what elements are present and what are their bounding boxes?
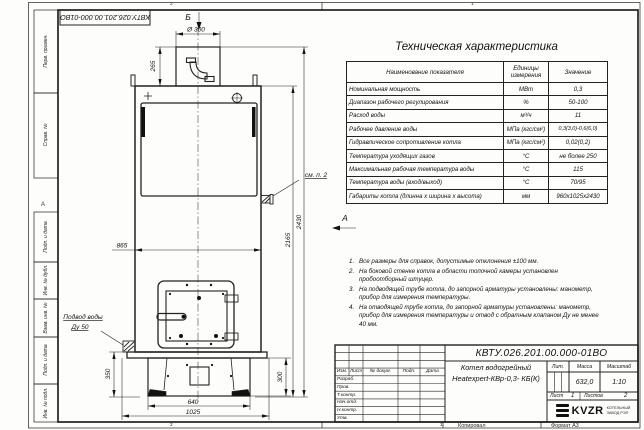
field-podp-data-1: Подп. и дата	[43, 221, 49, 253]
sheets-label: Листов	[584, 393, 603, 399]
dim-265: 265	[150, 60, 157, 72]
sheet-label: Лист	[550, 393, 564, 399]
spec-row: Расход воды м³/ч 11	[347, 109, 608, 122]
col-list: Лист	[349, 369, 363, 375]
scale-label: Масштаб	[606, 363, 632, 370]
row-prov: Пров.	[337, 384, 350, 390]
sheet-value: 1	[571, 392, 575, 399]
doc-number-flipped: КВТУ.026.201.00.000-01ВО	[60, 13, 150, 22]
dim-865: 865	[116, 242, 128, 250]
see-note-2-label: см. п. 2	[304, 172, 328, 179]
lit-label: Лит.	[551, 363, 565, 370]
notes-list	[349, 258, 603, 330]
water-supply-label-1: Подвод воды	[63, 314, 103, 321]
kvzr-logo-icon	[556, 404, 569, 417]
dim-2430: 2430	[296, 214, 303, 230]
view-b-label: Б	[185, 12, 191, 22]
field-podp-data-2: Подп. и дата	[43, 344, 49, 376]
spec-col-value: Значение	[549, 62, 608, 83]
field-vzam-inv: Взам. инв. №	[43, 302, 49, 334]
dim-2165: 2165	[285, 232, 292, 248]
field-inv-dubl: Инв. № дубл.	[43, 264, 49, 296]
mass-label: Масса	[576, 363, 593, 370]
zone-number-top-1: 1	[471, 2, 474, 7]
scale-value: 1:10	[612, 378, 626, 386]
col-izm: Изм.	[336, 369, 348, 375]
col-podp: Подп.	[402, 369, 416, 375]
mass-value: 632,0	[575, 378, 594, 386]
company-name: КОТЕЛЬНЫЙ ЗАВОД РЭП	[606, 405, 631, 415]
field-perv-primen: Перв. примен.	[43, 34, 49, 68]
zone-number-top-2: 2	[170, 2, 173, 7]
spec-row: Максимальная рабочая температура воды °С 115	[347, 163, 608, 176]
spec-header-row	[347, 62, 608, 83]
row-nkontr: Н.контр.	[337, 408, 358, 413]
title-block-doc-number: КВТУ.026.201.00.000-01ВО	[475, 347, 608, 359]
view-a-label: А	[342, 213, 348, 223]
row-razrab: Разраб.	[337, 377, 355, 383]
row-utv: Утв.	[337, 415, 348, 421]
format-label: Формат А3	[551, 422, 579, 429]
spec-row: Диапазон рабочего регулирования % 50-100	[347, 96, 608, 109]
spec-col-unit: Единицы измерения	[504, 62, 549, 83]
spec-row: Гидравлическое сопротивление котла МПа (кгс/см²) 0,02(0,2)	[347, 136, 608, 149]
note-item: 4. На отводящей трубе котла, до запорной арматуры установлены: манометр, прибор для измерения температуры и отвод с обратным клапаном Ду не менее 40 мм.	[349, 303, 599, 328]
note-item: 1. Все размеры для справок, допустимые отклонения ±100 мм.	[349, 258, 539, 265]
field-sprav-no: Справ. №	[43, 123, 49, 147]
zone-number-bottom-2: 2	[170, 423, 173, 428]
dim-dia300: Ø 300	[187, 26, 205, 34]
spec-table	[346, 61, 608, 204]
dim-1025: 1025	[185, 409, 201, 416]
kvzr-logo-text: KVZR	[571, 404, 604, 417]
water-supply-label-2: Ду 50	[71, 324, 89, 331]
dim-350: 350	[105, 368, 112, 380]
product-name	[445, 363, 547, 393]
dim-640: 640	[187, 399, 199, 406]
row-tkontr: Т.контр.	[337, 392, 357, 398]
sheets-value: 2	[624, 392, 628, 399]
chimney-elbow	[187, 58, 215, 82]
note-item: 2. На боковой стенке котла в области топочной камеры установлен пробоотборный штуцер.	[349, 267, 558, 284]
product-name-line1: Котел водогрейный	[460, 363, 532, 372]
col-dokum: № докум.	[369, 369, 392, 375]
row-nachotd: Нач.отд.	[337, 400, 358, 406]
spec-table-title: Техническая характеристика	[395, 41, 558, 53]
copied-label: Копировал	[458, 422, 486, 429]
zone-number-bottom-1: 1	[440, 423, 443, 428]
product-name-line2: Heatexpert-КВр-0,3- КБ(К)	[452, 373, 540, 383]
boiler-door	[157, 281, 238, 348]
spec-row: Температура воды (вход/выход) °С 70/95	[347, 176, 608, 189]
field-inv-podl: Инв. № подл.	[43, 387, 49, 419]
col-data: Дата	[426, 369, 439, 375]
spec-row: Температура уходящих газов °С не более 250	[347, 149, 608, 162]
zone-letter-a: А	[41, 202, 46, 208]
spec-row: Номинальная мощность МВт 0,3	[347, 83, 608, 96]
spec-row: Рабочее давление воды МПа (кгс/см²) 0,3(3,0)-0,6(6,0)	[347, 123, 608, 136]
spec-row: Габариты котла (длинна х ширина х высота) мм 960х1025х2430	[347, 190, 608, 203]
note-item: 3. На подводящей трубе котла, до запорной арматуры установлены: манометр, прибор для измерения температуры.	[349, 285, 593, 302]
dim-300: 300	[277, 371, 284, 383]
company-logo-cell	[548, 400, 638, 421]
spec-col-name: Наименование показателя	[347, 62, 504, 83]
